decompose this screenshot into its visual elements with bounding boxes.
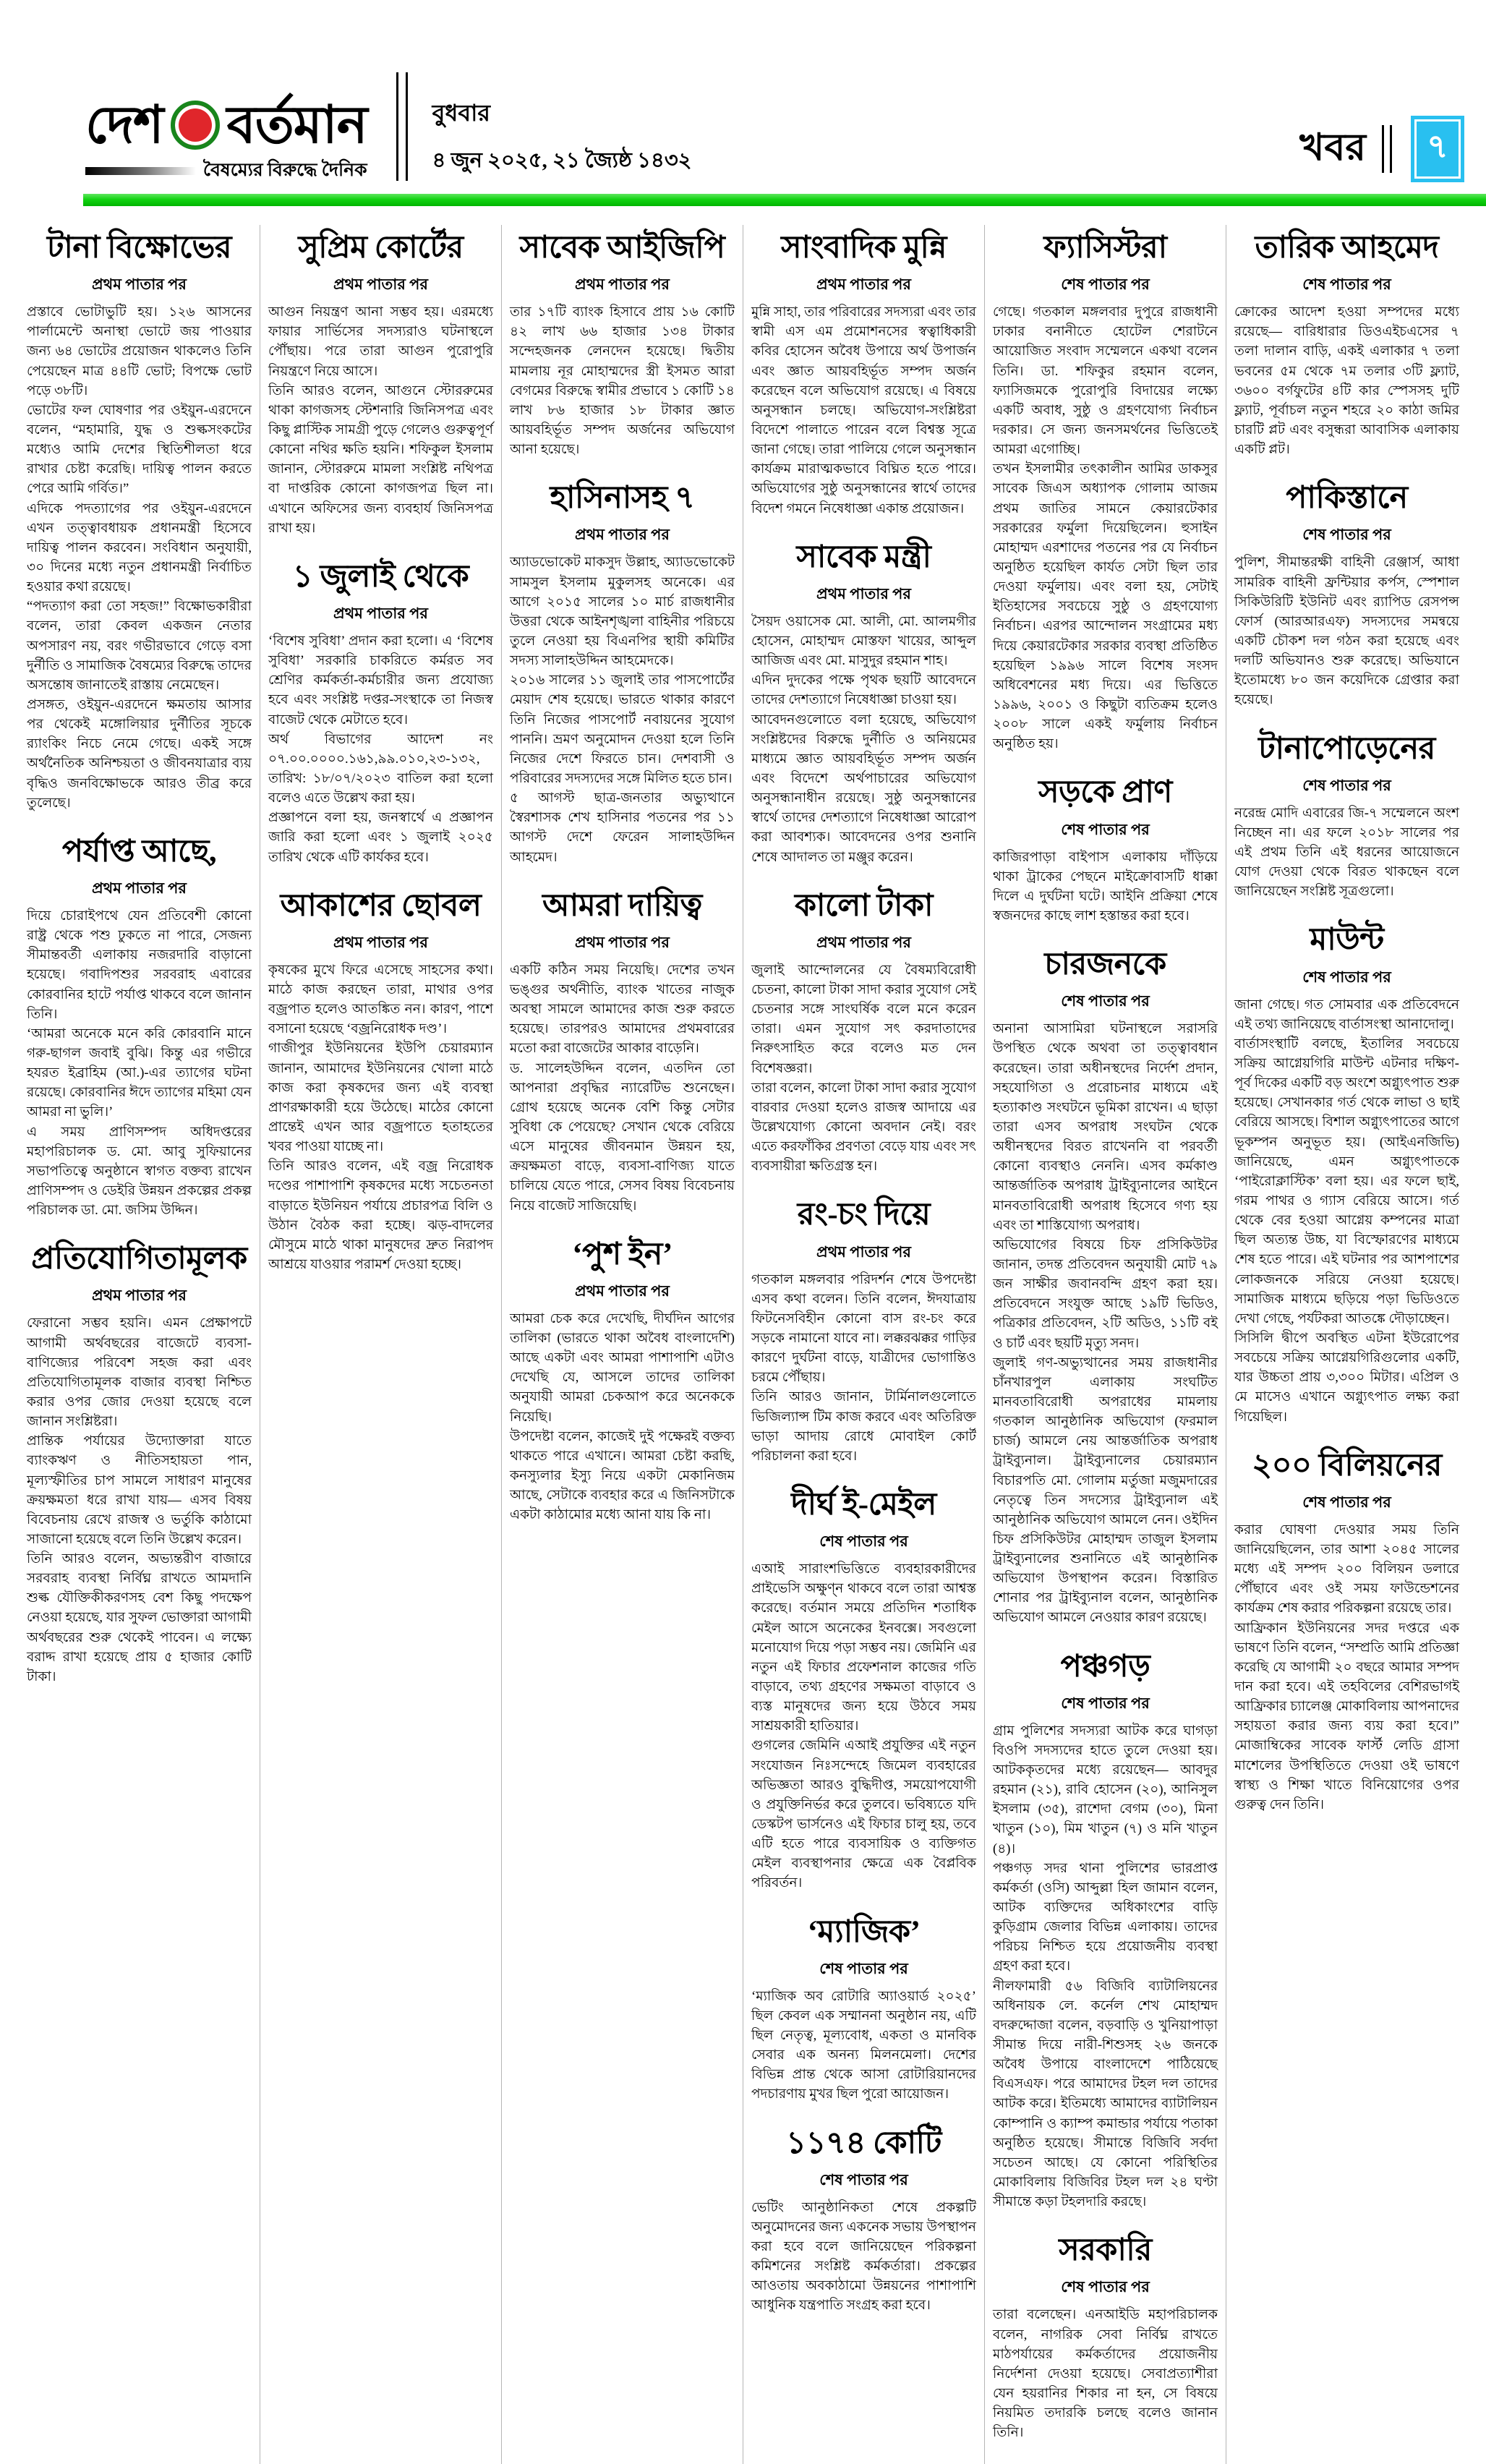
article-headline: দীর্ঘ ই-মেইল	[791, 1487, 936, 1522]
article-headline: পাকিস্তানে	[1286, 481, 1408, 516]
date-block	[432, 95, 692, 179]
article	[268, 560, 493, 867]
date-line: ৪ জুন ২০২৫, ২১ জ্যৈষ্ঠ ১৪৩২	[432, 149, 692, 172]
article-paragraph: তিনি আরও বলেন, এই বজ্র নিরোধক দণ্ডের পাশাপাশি কৃষকদের মধ্যে সচেতনতা বাড়াতে ইউনিয়ন পর্যায়ে প্রচারপত্র বিলি ও উঠান বৈঠক করা হচ্ছে। ঝড়-বাদলের মৌসুমে মাঠে থাকা মানুষদের দ্রুত নিরাপদ আশ্রয়ে যাওয়ার পরামর্শ দেওয়া হচ্ছে।	[268, 1159, 493, 1272]
article-paragraph: এদিন দুদকের পক্ষে পৃথক ছয়টি আবেদনে তাদের দেশত্যাগে নিষেধাজ্ঞা চাওয়া হয়।	[751, 673, 976, 708]
article	[510, 889, 735, 1216]
article-paragraph: তিনি আরও বলেন, আগুনে স্টোররুমের থাকা কাগজসহ স্টেশনারি জিনিসপত্র এবং কিছু প্লাস্টিক সামগ্রী পুড়ে গেলেও গুরুত্বপূর্ণ কোনো নথির ক্ষতি হয়নি। শফিকুল ইসলাম জানান, স্টোররুমে মামলা সংশ্লিষ্ট নথিপত্র বা দাপ্তরিক কোনো কাগজপত্র ছিল না। এখানে অফিসের জন্য ব্যবহার্য জিনিসপত্র রাখা হয়।	[268, 383, 493, 536]
article-headline: ১১৭৪ কোটি	[786, 2126, 941, 2160]
article-headline: সড়কে প্রাণ	[1038, 775, 1172, 810]
article-headline: মাউন্ট	[1310, 923, 1384, 958]
news-column	[984, 225, 1226, 2464]
continued-from-label: শেষ পাতার পর	[819, 2170, 908, 2188]
article-paragraph: তখন ইসলামীর তৎকালীন আমির ডাকসুর সাবেক জিএস অধ্যাপক গোলাম আজম প্রথম জাতির সামনে কেয়ারটেকার সরকারের ফর্মুলা দিয়েছিলেন। হুসাইন মোহাম্মদ এরশাদের পতনের পর যে নির্বাচন অনুষ্ঠিত হয়েছিল কার্যত সেটা ছিল তার দেওয়া ফর্মুলায়। এবং বলা হয়, সেটাই ইতিহাসের সবচেয়ে সুষ্ঠু ও গ্রহণযোগ্য নির্বাচন। এরপর আন্দোলন সংগ্রামের মধ্য দিয়ে কেয়ারটেকার সরকার ব্যবস্থা প্রতিষ্ঠিত হয়েছিল ১৯৯৬ সালে বিশেষ সংসদ অধিবেশনের মধ্য দিয়ে। এর ভিত্তিতে ১৯৯৬, ২০০১ ও কিছুটা ব্যতিক্রম হলেও ২০০৮ সালে একই ফর্মুলায় নির্বাচন অনুষ্ঠিত হয়।	[993, 461, 1218, 752]
weekday-label: বুধবার	[432, 100, 491, 126]
article-paragraph: ৫ আগস্ট ছাত্র-জনতার অভ্যুত্থানে স্বৈরশাসক শেখ হাসিনার পতনের পর ১১ আগস্ট দেশে ফেরেন সালাহউদ্দিন আহমেদ।	[510, 790, 735, 865]
article-headline: চারজনকে	[1044, 947, 1166, 982]
article-paragraph: বার্তাসংস্থাটি বলছে, ইতালির সবচেয়ে সক্রিয় আগ্নেয়গিরি মাউন্ট এটনার দক্ষিণ-পূর্ব দিকের একটি বড় অংশে অগ্ন্যুৎপাত শুরু হয়েছে। সেখানকার গর্ত থেকে লাভা ও ছাই বেরিয়ে আসছে। বিশাল অগ্ন্যুৎপাতের আগে ভূকম্পন অনুভূত হয়। (আইএনজিভি) জানিয়েছে, এমন অগ্ন্যুৎপাতকে ‘পাইরোক্লাস্টিক’ বলা হয়। এর ফলে ছাই, গরম পাথর ও গ্যাস বেরিয়ে আসে। গর্ত থেকে বের হওয়া আগ্নেয় কম্পনের মাত্রা ছিল অত্যন্ত উচ্চ, যা বিস্ফোরণের মাধ্যমে শেষ হতে পারে। এই ঘটনার পর আশপাশের লোকজনকে সরিয়ে নেওয়া হয়েছে। সামাজিক মাধ্যমে ছড়িয়ে পড়া ভিডিওতে দেখা গেছে, পর্যটকরা আতঙ্কে দৌড়াচ্ছেন।	[1234, 1036, 1459, 1326]
article	[510, 1237, 735, 1525]
article-paragraph: সিসিলি দ্বীপে অবস্থিত এটনা ইউরোপের সবচেয়ে সক্রিয় আগ্নেয়গিরিগুলোর একটি, যার উচ্চতা প্রায় ৩,৩০০ মিটার। এপ্রিল ও মে মাসেও এখানে অগ্ন্যুৎপাত লক্ষ্য করা গিয়েছিল।	[1234, 1330, 1459, 1425]
continued-from-label: শেষ পাতার পর	[1061, 820, 1150, 838]
article-headline: ‘ম্যাজিক’	[807, 1914, 921, 1949]
article	[268, 889, 493, 1274]
continued-from-label: প্রথম পাতার পর	[92, 1287, 187, 1305]
article	[751, 1915, 976, 2105]
article-paragraph: “পদত্যাগ করা তো সহজ!” বিক্ষোভকারীরা বলেন, তারা কেবল একজন নেতার অপসারণ নয়, বরং গভীরভাবে গেড়ে বসা দুর্নীতি ও সামাজিক বৈষম্যের বিরুদ্ধে তাদের অসন্তোষ জানাতেই রাস্তায় নেমেছেন।	[27, 599, 252, 693]
article-paragraph: ২০১৬ সালের ১১ জুলাই তার পাসপোর্টের মেয়াদ শেষ হয়েছে। ভারতে থাকার কারণে তিনি নিজের পাসপোর্ট নবায়নের সুযোগ পাননি। ভ্রমণ অনুমোদন দেওয়া হলে তিনি নিজের দেশে ফিরতে চান। দেশবাসী ও পরিবারের সদস্যদের সঙ্গে মিলিত হতে চান।	[510, 673, 735, 786]
article-paragraph: অ্যাডভোকেট মাকসুদ উল্লাহ, অ্যাডভোকেট সামসুল ইসলাম মুকুলসহ অনেকে। এর আগে ২০১৫ সালের ১০ মার্চ রাজধানীর উত্তরা থেকে আইনশৃঙ্খলা বাহিনীর পরিচয়ে তুলে নেওয়া হয় বিএনপির স্থায়ী কমিটির সদস্য সালাহউদ্দিন আহমেদকে।	[510, 555, 735, 669]
article-paragraph: পঞ্চগড় সদর থানা পুলিশের ভারপ্রাপ্ত কর্মকর্তা (ওসি) আব্দুল্লা হিল জামান বলেন, আটক ব্যক্তিদের অধিকাংশের বাড়ি কুড়িগ্রাম জেলার বিভিন্ন এলাকায়। তাদের পরিচয় নিশ্চিত হয়ে প্রয়োজনীয় ব্যবস্থা গ্রহণ করা হবে।	[993, 1860, 1218, 1974]
article	[1234, 231, 1459, 459]
newspaper-logo	[85, 96, 367, 187]
continued-from-label: শেষ পাতার পর	[1061, 276, 1150, 294]
article-paragraph: উপদেষ্টা বলেন, কাজেই দুই পক্ষেরই বক্তব্য থাকতে পারে এখানে। আমরা চেষ্টা করছি, কনস্যুলার ইস্যু নিয়ে একটা মেকানিজম আছে, সেটাকে ব্যবহার করে এ জিনিসটাকে একটা কাঠামোর মধ্যে আনা যায় কি না।	[510, 1428, 735, 1523]
article-paragraph: প্রসঙ্গত, ওইয়ুন-এরদেনে ক্ষমতায় আসার পর থেকেই মঙ্গোলিয়ার দুর্নীতির সূচকে র‍্যাংকিং নিচে নেমে গেছে। একই সঙ্গে অর্থনৈতিক অনিশ্চয়তা ও জীবনযাত্রার ব্যয় বৃদ্ধিও জনবিক্ষোভকে আরও তীব্র করে তুলেছে।	[27, 696, 252, 811]
article	[751, 231, 976, 519]
article-headline: পর্যাপ্ত আছে,	[61, 834, 217, 869]
article-paragraph: অর্থ বিভাগের আদেশ নং ০৭.০০.০০০০.১৬১,৯৯.০১০,২৩-১৩২, তারিখ: ১৮/০৭/২০২৩ বাতিল করা হলো বলেও এতে উল্লেখ করা হয়।	[268, 731, 493, 806]
article-paragraph: জুলাই গণ-অভ্যুত্থানের সময় রাজধানীর চাঁনখারপুল এলাকায় সংঘটিত মানবতাবিরোধী অপরাধের মামলায় গতকাল আনুষ্ঠানিক অভিযোগ (ফরমাল চার্জ) আমলে নেয় আন্তর্জাতিক অপরাধ ট্রাইব্যুনাল। ট্রাইব্যুনালের চেয়ারম্যান বিচারপতি মো. গোলাম মর্তুজা মজুমদারের নেতৃত্বে তিন সদস্যের ট্রাইব্যুনাল এই আনুষ্ঠানিক অভিযোগ আমলে নেন। ওইদিন চিফ প্রসিকিউটর মোহাম্মদ তাজুল ইসলাম ট্রাইব্যুনালের শুনানিতে এই আনুষ্ঠানিক অভিযোগ উপস্থাপন করেন। বিস্তারিত শোনার পর ট্রাইব্যুনাল বলেন, আনুষ্ঠানিক অভিযোগ আমলে নেওয়ার কারণ রয়েছে।	[993, 1355, 1218, 1626]
article-paragraph: তিনি আরও বলেন, অভ্যন্তরীণ বাজারে সরবরাহ ব্যবস্থা নির্বিঘ্ন রাখতে আমদানি শুল্ক যৌক্তিকীকরণসহ বেশ কিছু পদক্ষেপ নেওয়া হয়েছে, যার সুফল ভোক্তারা আগামী অর্থবছরের শুরু থেকেই পাবেন। এ লক্ষ্যে বরাদ্দ রাখা হয়েছে প্রায় ৫ হাজার কোটি টাকা।	[27, 1551, 252, 1684]
continued-from-label: প্রথম পাতার পর	[816, 1242, 911, 1261]
masthead	[0, 0, 1486, 187]
article-paragraph: গ্রাম পুলিশের সদস্যরা আটক করে ঘাগড়া বিওপি সদস্যদের হাতে তুলে দেওয়া হয়। আটককৃতদের মধ্যে রয়েছেন— আবদুর রহমান (২১), রাবি হোসেন (২০), আনিসুল ইসলাম (৩৫), রাশেদা বেগম (৩০), মিনা খাতুন (১০), মিম খাতুন (৭) ও মনি খাতুন (৪)।	[993, 1723, 1218, 1856]
article-headline: সাবেক আইজিপি	[519, 231, 725, 265]
article-headline: সরকারি	[1059, 2233, 1152, 2268]
article-paragraph: প্রস্তাবে ভোটাভুটি হয়। ১২৬ আসনের পার্লামেন্টে অনাস্থা ভোটে জয় পাওয়ার জন্য ৬৪ ভোটের প্রয়োজন থাকলেও তিনি পেয়েছেন মাত্র ৪৪টি ভোট; বিপক্ষে ভোট পড়ে ৩৮টি।	[27, 304, 252, 398]
article	[510, 481, 735, 866]
continued-from-label: শেষ পাতার পর	[1061, 1694, 1150, 1712]
article-headline: ১ জুলাই থেকে	[292, 559, 469, 594]
news-column	[1226, 225, 1467, 2464]
article	[751, 1198, 976, 1466]
article-paragraph: দিয়ে চোরাইপথে যেন প্রতিবেশী কোনো রাষ্ট্র থেকে পশু ঢুকতে না পারে, সেজন্য সীমান্তবর্তী এলাকায় নজরদারি বাড়ানো হয়েছে। গবাদিপশুর সরবরাহ এবারের কোরবানির হাটে পর্যাপ্ত থাকবে বলে জানান তিনি।	[27, 908, 252, 1022]
article-paragraph: অভিযোগের বিষয়ে চিফ প্রসিকিউটর জানান, তদন্ত প্রতিবেদন অনুযায়ী মোট ৭৯ জন সাক্ষীর জবানবন্দি গ্রহণ করা হয়। প্রতিবেদনে সংযুক্ত আছে ১৯টি ভিডিও, পত্রিকার প্রতিবেদন, ২টি অডিও, ১১টি বই ও চার্ট এবং ছয়টি মৃত্যু সনদ।	[993, 1237, 1218, 1351]
newspaper-tagline: বৈষম্যের বিরুদ্ধে দৈনিক	[202, 161, 367, 180]
article-paragraph: গুগলের জেমিনি এআই প্রযুক্তির এই নতুন সংযোজন নিঃসন্দেহে জিমেল ব্যবহারের অভিজ্ঞতা আরও বুদ্ধিদীপ্ত, সময়োপযোগী ও প্রযুক্তিনির্ভর করে তুলবে। ভবিষ্যতে যদি ডেস্কটপ ভার্সনেও এই ফিচার চালু হয়, তবে এটি হতে পারে ব্যবসায়িক ও ব্যক্তিগত মেইল ব্যবস্থাপনার ক্ষেত্রে এক বৈপ্লবিক পরিবর্তন।	[751, 1738, 976, 1891]
article-paragraph: ড. সালেহউদ্দিন বলেন, এতদিন তো আপনারা প্রবৃদ্ধির ন্যারেটিভ শুনেছেন। গ্রোথ হয়েছে অনেক বেশি কিন্তু সেটার সুবিধা কে পেয়েছে? সেখান থেকে বেরিয়ে এসে মানুষের জীবনমান উন্নয়ন হয়, ক্রয়ক্ষমতা বাড়ে, ব্যবসা-বাণিজ্য যাতে চালিয়ে যেতে পারে, সেসব বিষয় বিবেচনায় নিয়ে বাজেট সাজিয়েছি।	[510, 1060, 735, 1214]
logo-emblem-icon	[171, 101, 220, 150]
news-column	[260, 225, 501, 2464]
article-headline: ২০০ বিলিয়নের	[1252, 1448, 1442, 1483]
article-paragraph: ভেটিং আনুষ্ঠানিকতা শেষে প্রকল্পটি অনুমোদনের জন্য একনেক সভায় উপস্থাপন করা হবে বলে জানিয়েছেন পরিকল্পনা কমিশনের সংশ্লিষ্ট কর্মকর্তারা। প্রকল্পের আওতায় অবকাঠামো উন্নয়নের পাশাপাশি আধুনিক যন্ত্রপাতি সংগ্রহ করা হবে।	[751, 2199, 976, 2314]
continued-from-label: প্রথম পাতার পর	[333, 933, 428, 951]
article	[27, 231, 252, 813]
article-headline: হাসিনাসহ ৭	[550, 481, 695, 516]
article	[751, 2126, 976, 2316]
logo-gradient-rule	[85, 167, 196, 175]
article-paragraph: তিনি আরও জানান, টার্মিনালগুলোতে ভিজিল্যান্স টিম কাজ করবে এবং অতিরিক্ত ভাড়া আদায় রোধে মোবাইল কোর্ট পরিচালনা করা হবে।	[751, 1389, 976, 1464]
article-paragraph: ‘ম্যাজিক অব রোটারি অ্যাওয়ার্ড ২০২৫’ ছিল কেবল এক সম্মাননা অনুষ্ঠান নয়, এটি ছিল নেতৃত্ব, মূল্যবোধ, একতা ও মানবিক সেবার এক অনন্য মিলনমেলা। দেশের বিভিন্ন প্রান্ত থেকে আসা রোটারিয়ানদের পদচারণায় মুখর ছিল পুরো আয়োজন।	[751, 1988, 976, 2102]
article-headline: ‘পুশ ইন’	[572, 1237, 672, 1271]
article-headline: সাবেক মন্ত্রী	[796, 540, 931, 574]
article	[27, 835, 252, 1220]
masthead-divider	[396, 72, 408, 181]
continued-from-label: প্রথম পাতার পর	[333, 605, 428, 622]
continued-from-label: প্রথম পাতার পর	[816, 933, 911, 951]
continued-from-label: প্রথম পাতার পর	[333, 276, 428, 294]
continued-from-label: শেষ পাতার পর	[1302, 968, 1391, 986]
article	[993, 775, 1218, 926]
article-paragraph: করার ঘোষণা দেওয়ার সময় তিনি জানিয়েছিলেন, তার আশা ২০৪৫ সালের মধ্যে এই সম্পদ ২০০ বিলিয়ন ডলারে পৌঁছাবে এবং ওই সময় ফাউন্ডেশনের কার্যক্রম শেষ করার পরিকল্পনা রয়েছে তার।	[1234, 1522, 1459, 1616]
article	[1234, 923, 1459, 1426]
article-headline: পঞ্চগড়	[1060, 1649, 1150, 1684]
continued-from-label: শেষ পাতার পর	[1302, 276, 1391, 294]
article-paragraph: তারা বলেন, কালো টাকা সাদা করার সুযোগ বারবার দেওয়া হলেও রাজস্ব আদায়ে এর উল্লেখযোগ্য কোনো অবদান নেই। বরং এতে করফাঁকির প্রবণতা বেড়ে যায় এবং সৎ ব্যবসায়ীরা ক্ষতিগ্রস্ত হন।	[751, 1080, 976, 1175]
article-headline: টানাপোড়েনের	[1258, 731, 1435, 766]
news-columns-container	[0, 206, 1486, 2464]
article-paragraph: ‘বিশেষ সুবিধা’ প্রদান করা হলো। এ ‘বিশেষ সুবিধা’ সরকারি চাকরিতে কর্মরত সব শ্রেণির কর্মকর্তা-কর্মচারীর জন্য প্রযোজ্য হবে এবং সংশ্লিষ্ট দপ্তর-সংস্থাকে তা নিজস্ব বাজেট থেকে মেটাতে হবে।	[268, 634, 493, 728]
article	[993, 1650, 1218, 2212]
continued-from-label: প্রথম পাতার পর	[92, 276, 187, 294]
continued-from-label: প্রথম পাতার পর	[575, 933, 670, 951]
article-paragraph: এআই সারাংশভিত্তিতে ব্যবহারকারীদের প্রাইভেসি অক্ষুণ্ন থাকবে বলে তারা আশ্বস্ত করেছে। বর্তমান সময়ে প্রতিদিন শতাধিক মেইল আসে অনেকের ইনবক্সে। সবগুলো মনোযোগ দিয়ে পড়া সম্ভব নয়। জেমিনি এর নতুন এই ফিচার প্রফেশনাল কাজের গতি বাড়াবে, তথ্য গ্রহণের সক্ষমতা বাড়াবে ও ব্যস্ত মানুষদের জন্য হয়ে উঠবে সময় সাশ্রয়কারী হাতিয়ার।	[751, 1561, 976, 1734]
article	[27, 1242, 252, 1687]
article-paragraph: নরেন্দ্র মোদি এবারের জি-৭ সম্মেলনে অংশ নিচ্ছেন না। এর ফলে ২০১৮ সালের পর এই প্রথম তিনি এই ধরনের আয়োজনে যোগ দেওয়া থেকে বিরত থাকছেন বলে জানিয়েছেন সংশ্লিষ্ট সূত্রগুলো।	[1234, 805, 1459, 900]
article	[993, 231, 1218, 754]
article-paragraph: কৃষকের মুখে ফিরে এসেছে সাহসের কথা। মাঠে কাজ করছেন তারা, মাথার ওপর বজ্রপাত হলেও আতঙ্কিত নন। কারণ, পাশে বসানো হয়েছে ‘বজ্রনিরোধক দণ্ড’।	[268, 962, 493, 1037]
article-paragraph: গতকাল মঙ্গলবার পরিদর্শন শেষে উপদেষ্টা এসব কথা বলেন। তিনি বলেন, ঈদযাত্রায় ফিটনেসবিহীন কোনো বাস রং-চং করে সড়কে নামানো যাবে না। লক্করঝক্কর গাড়ির কারণে দুর্ঘটনা বাড়ে, যাত্রীদের ভোগান্তিও চরমে পৌঁছায়।	[751, 1271, 976, 1386]
article	[510, 231, 735, 459]
article-paragraph: আগুন নিয়ন্ত্রণ আনা সম্ভব হয়। এরমধ্যে ফায়ার সার্ভিসের সদস্যরাও ঘটনাস্থলে পৌঁছায়। পরে তারা আগুন পুরোপুরি নিয়ন্ত্রণে নিয়ে আসে।	[268, 304, 493, 379]
article	[993, 947, 1218, 1628]
news-column	[501, 225, 743, 2464]
article-headline: রং-চং দিয়ে	[797, 1198, 931, 1232]
article-paragraph: পুলিশ, সীমান্তরক্ষী বাহিনী রেঞ্জার্স, আধা সামরিক বাহিনী ফ্রন্টিয়ার কর্পস, স্পেশাল সিকিউরিটি ইউনিট এবং র‍্যাপিড রেসপন্স ফোর্স (আরআরএফ) সদস্যদের সমন্বয়ে একটি চৌকশ দল গঠন করা হয়েছে এবং দলটি অভিযানও শুরু করেছে। অভিযানে ইতোমধ্যে ৮০ জন কয়েদিকে গ্রেপ্তার করা হয়েছে।	[1234, 555, 1459, 708]
logo-text-part2: বর্তমান	[226, 96, 367, 154]
article-paragraph: জুলাই আন্দোলনের যে বৈষম্যবিরোধী চেতনা, কালো টাকা সাদা করার সুযোগ সেই চেতনার সঙ্গে সাংঘর্ষিক বলে মনে করেন তারা। এমন সুযোগ সৎ করদাতাদের নিরুৎসাহিত করে বলেও মত দেন বিশেষজ্ঞরা।	[751, 962, 976, 1076]
article-paragraph: আবেদনগুলোতে বলা হয়েছে, অভিযোগ সংশ্লিষ্টদের বিরুদ্ধে দুর্নীতি ও অনিয়মের মাধ্যমে জ্ঞাত আয়বহির্ভূত সম্পদ অর্জন এবং বিদেশে অর্থপাচারের অভিযোগ অনুসন্ধানাধীন রয়েছে। সুষ্ঠু অনুসন্ধানের স্বার্থে তাদের দেশত্যাগে নিষেধাজ্ঞা আরোপ করা আবশ্যক। আবেদনের ওপর শুনানি শেষে আদালত তা মঞ্জুর করেন।	[751, 712, 976, 865]
article-paragraph: এদিকে পদত্যাগের পর ওইয়ুন-এরদেনে এখন তত্ত্বাবধায়ক প্রধানমন্ত্রী হিসেবে দায়িত্ব পালন করবেন। সংবিধান অনুযায়ী, ৩০ দিনের মধ্যে নতুন প্রধানমন্ত্রী নির্বাচিত হওয়ার কথা রয়েছে।	[27, 500, 252, 595]
article	[751, 889, 976, 1177]
page-number-box	[1411, 116, 1464, 182]
article-paragraph: ক্রোকের আদেশ হওয়া সম্পদের মধ্যে রয়েছে— বারিধারার ডিওএইচএসের ৭ তলা দালান বাড়ি, একই এলাকার ৭ তলা ভবনের ৫ম থেকে ৭ম তলার ৩টি ফ্ল্যাট, ৩৬০০ বর্গফুটের ৪টি কার স্পেসসহ দুটি ফ্ল্যাট, পূর্বাচল নতুন শহরে ২০ কাঠা জমির চারটি প্লট এবং বসুন্ধরা আবাসিক এলাকায় একটি প্লট।	[1234, 304, 1459, 458]
article-headline: সুপ্রিম কোর্টের	[298, 231, 464, 265]
article-headline: আমরা দায়িত্ব	[542, 888, 702, 923]
article-paragraph: এ সময় প্রাণিসম্পদ অধিদপ্তরের মহাপরিচালক ড. মো. আবু সুফিয়ানের সভাপতিত্বে অনুষ্ঠানে স্বাগত বক্তব্য রাখেন প্রাণিসম্পদ ও ডেইরি উন্নয়ন প্রকল্পের প্রকল্প পরিচালক ডা. মো. জসিম উদ্দিন।	[27, 1124, 252, 1219]
article	[1234, 732, 1459, 902]
article-paragraph: ফেরানো সম্ভব হয়নি। এমন প্রেক্ষাপটে আগামী অর্থবছরের বাজেটে ব্যবসা-বাণিজ্যের পরিবেশ সহজ করা এবং প্রতিযোগিতামূলক বাজার ব্যবস্থা নিশ্চিত করার ওপর জোর দেওয়া হয়েছে বলে জানান সংশ্লিষ্টরা।	[27, 1316, 252, 1430]
article-headline: সাংবাদিক মুন্নি	[781, 231, 947, 265]
section-divider	[1382, 125, 1392, 173]
article-paragraph: গাজীপুর ইউনিয়নের ইউপি চেয়ারম্যান জানান, আমাদের ইউনিয়নের খোলা মাঠে কাজ করা কৃষকদের জন্য এই ব্যবস্থা প্রাণরক্ষাকারী হয়ে উঠেছে। মাঠের কোনো প্রান্তেই এখন আর বজ্রপাতে হতাহতের খবর পাওয়া যাচ্ছে না।	[268, 1041, 493, 1155]
continued-from-label: শেষ পাতার পর	[1302, 776, 1391, 794]
article	[993, 2233, 1218, 2442]
article-headline: প্রতিযোগিতামূলক	[31, 1242, 247, 1276]
logo-text-part1: দেশ	[85, 96, 163, 154]
continued-from-label: শেষ পাতার পর	[819, 1959, 908, 1977]
page-number: ৭	[1414, 119, 1461, 179]
article	[1234, 1449, 1459, 1815]
continued-from-label: শেষ পাতার পর	[819, 1532, 908, 1551]
article-paragraph: গেছে। গতকাল মঙ্গলবার দুপুরে রাজধানী ঢাকার বনানীতে হোটেল শেরাটনে আয়োজিত সংবাদ সম্মেলনে একথা বলেন তিনি। ডা. শফিকুর রহমান বলেন, ফ্যাসিজমকে পুরোপুরি বিদায়ের লক্ষ্যে একটি অবাধ, সুষ্ঠু ও গ্রহণযোগ্য নির্বাচন দরকার। সে জন্য জনসমর্থনের ভিত্তিতেই আমরা এগোচ্ছি।	[993, 304, 1218, 458]
continued-from-label: শেষ পাতার পর	[1302, 1493, 1391, 1511]
continued-from-label: প্রথম পাতার পর	[575, 276, 670, 294]
continued-from-label: প্রথম পাতার পর	[92, 879, 187, 897]
article-headline: আকাশের ছোবল	[280, 888, 482, 923]
article-headline: টানা বিক্ষোভের	[46, 231, 232, 265]
news-column	[743, 225, 984, 2464]
article-headline: ফ্যাসিস্টরা	[1043, 231, 1167, 265]
continued-from-label: শেষ পাতার পর	[1061, 992, 1150, 1010]
section-title: খবর	[1299, 127, 1366, 169]
article-paragraph: ‘আমরা অনেকে মনে করি কোরবানি মানে গরু-ছাগল জবাই বুঝি। কিন্তু এর গভীরে হযরত ইব্রাহিম (আ.)-এর ত্যাগের ঘটনা রয়েছে। কোরবানির ঈদে ত্যাগের মহিমা যেন আমরা না ভুলি।’	[27, 1026, 252, 1120]
article-headline: তারিক আহমেদ	[1255, 231, 1439, 265]
continued-from-label: প্রথম পাতার পর	[816, 276, 911, 294]
news-column	[19, 225, 260, 2464]
article-paragraph: আমরা চেক করে দেখেছি, দীর্ঘদিন আগের তালিকা (ভারতে থাকা অবৈধ বাংলাদেশি) আছে একটা এবং আমরা পাশাপাশি এটাও দেখেছি যে, আসলে তাদের তালিকা অনুযায়ী আমরা চেকআপ করে অনেককে নিয়েছি।	[510, 1310, 735, 1425]
article-paragraph: ভোটের ফল ঘোষণার পর ওইয়ুন-এরদেনে বলেন, “মহামারি, যুদ্ধ ও শুল্কসংকটের মধ্যেও আমি দেশের স্থিতিশীলতা ধরে রাখার চেষ্টা করেছি। দায়িত্ব পালন করতে পেরে আমি গর্বিত।”	[27, 402, 252, 497]
article-paragraph: তারা বলেছেন। এনআইডি মহাপরিচালক বলেন, নাগরিক সেবা নির্বিঘ্ন রাখতে মাঠপর্যায়ের কর্মকর্তাদের প্রয়োজনীয় নির্দেশনা দেওয়া হয়েছে। সেবাপ্রত্যাশীরা যেন হয়রানির শিকার না হন, সে বিষয়ে নিয়মিত তদারকি চলছে বলেও জানান তিনি।	[993, 2307, 1218, 2441]
article	[751, 1488, 976, 1893]
article-paragraph: নীলফামারী ৫৬ বিজিবি ব্যাটালিয়নের অধিনায়ক লে. কর্নেল শেখ মোহাম্মদ বদরুদ্দোজা বলেন, বড়বাড়ি ও খুনিয়াপাড়া সীমান্ত দিয়ে নারী-শিশুসহ ২৬ জনকে অবৈধ উপায়ে বাংলাদেশে পাঠিয়েছে বিএসএফ। পরে আমাদের টহল দল তাদের আটক করে। ইতিমধ্যে আমাদের ব্যাটালিয়ন কোম্পানি ও ক্যাম্প কমান্ডার পর্যায়ে পতাকা অনুষ্ঠিত হয়েছে। সীমান্তে বিজিবি সর্বদা সচেতন আছে। যে কোনো পরিস্থিতির মোকাবিলায় বিজিবির টহল দল ২৪ ঘণ্টা সীমান্তে কড়া টহলদারি করছে।	[993, 1978, 1218, 2210]
article-paragraph: প্রান্তিক পর্যায়ের উদ্যোক্তারা যাতে ব্যাংকঋণ ও নীতিসহায়তা পান, মূল্যস্ফীতির চাপ সামলে সাধারণ মানুষের ক্রয়ক্ষমতা ধরে রাখা যায়— এসব বিষয় বিবেচনায় রেখে রাজস্ব ও ভর্তুকি কাঠামো সাজানো হয়েছে বলে তিনি উল্লেখ করেন।	[27, 1433, 252, 1547]
article-paragraph: জানা গেছে। গত সোমবার এক প্রতিবেদনে এই তথ্য জানিয়েছে বার্তাসংস্থা আনাদোলু।	[1234, 997, 1459, 1032]
continued-from-label: প্রথম পাতার পর	[575, 1282, 670, 1300]
section-accent-bar	[83, 194, 1486, 206]
article	[751, 540, 976, 867]
article-paragraph: তার ১৭টি ব্যাংক হিসাবে প্রায় ১৬ কোটি ৪২ লাখ ৬৬ হাজার ১৩৪ টাকার সন্দেহজনক লেনদেন হয়েছে। দ্বিতীয় মামলায় নূর মোহাম্মদের স্ত্রী ইসমত আরা বেগমের বিরুদ্ধে স্বামীর প্রভাবে ১ কোটি ১৪ লাখ ৮৬ হাজার ১৮ টাকার জ্ঞাত আয়বহির্ভূত সম্পদ অর্জনের অভিযোগ আনা হয়েছে।	[510, 304, 735, 458]
continued-from-label: শেষ পাতার পর	[1302, 526, 1391, 544]
continued-from-label: শেষ পাতার পর	[1061, 2278, 1150, 2296]
article	[268, 231, 493, 538]
article-paragraph: সৈয়দ ওয়াসেক মো. আলী, মো. আলমগীর হোসেন, মোহাম্মদ মোস্তফা খায়ের, আব্দুল আজিজ এবং মো. মাসুদুর রহমান শাহ।	[751, 613, 976, 669]
article-paragraph: একটি কঠিন সময় নিয়েছি। দেশের তখন ভঙ্গুর অর্থনীতি, ব্যাংক খাতের নাজুক অবস্থা সামলে আমাদের কাজ শুরু করতে হয়েছে। তারপরও আমাদের প্রথমবারের মতো করা বাজেটের আকার বাড়েনি।	[510, 962, 735, 1057]
article-headline: কালো টাকা	[794, 888, 934, 923]
continued-from-label: প্রথম পাতার পর	[816, 584, 911, 602]
article-paragraph: মুন্নি সাহা, তার পরিবারের সদস্যরা এবং তার স্বামী এস এম প্রমোশনসের স্বত্বাধিকারী কবির হোসেন অবৈধ উপায়ে অর্থ উপার্জন এবং জ্ঞাত আয়বহির্ভূত সম্পদ অর্জন করেছেন বলে অভিযোগ রয়েছে। এ বিষয়ে অনুসন্ধান চলছে। অভিযোগ-সংশ্লিষ্টরা বিদেশে পালাতে পারেন বলে বিশ্বস্ত সূত্রে জানা গেছে। তারা পালিয়ে গেলে অনুসন্ধান কার্যক্রম মারাত্মকভাবে বিঘ্নিত হতে পারে। অভিযোগের সুষ্ঠু অনুসন্ধানের স্বার্থে তাদের বিদেশ গমনে নিষেধাজ্ঞা একান্ত প্রয়োজন।	[751, 304, 976, 516]
article-paragraph: কাজিরপাড়া বাইপাস এলাকায় দাঁড়িয়ে থাকা ট্রাকের পেছনে মাইক্রোবাসটি ধাক্কা দিলে এ দুর্ঘটনা ঘটে। আইনি প্রক্রিয়া শেষে স্বজনদের কাছে লাশ হস্তান্তর করা হবে।	[993, 849, 1218, 924]
article-paragraph: আফ্রিকান ইউনিয়নের সদর দপ্তরে এক ভাষণে তিনি বলেন, “সম্প্রতি আমি প্রতিজ্ঞা করেছি যে আগামী ২০ বছরে আমার সম্পদ দান করা হবে। এই তহবিলের বেশিরভাগই আফ্রিকার চ্যালেঞ্জ মোকাবিলায় আপনাদের সহায়তা করার জন্য ব্যয় করা হবে।” মোজাম্বিকের সাবেক ফার্স্ট লেডি গ্রাসা মাশেলের উপস্থিতিতে দেওয়া ওই ভাষণে স্বাস্থ্য ও শিক্ষা খাতে বিনিয়োগের ওপর গুরুত্ব দেন তিনি।	[1234, 1620, 1459, 1812]
article	[1234, 481, 1459, 709]
article-paragraph: প্রজ্ঞাপনে বলা হয়, জনস্বার্থে এ প্রজ্ঞাপন জারি করা হলো এবং ১ জুলাই ২০২৫ তারিখ থেকে এটি কার্যকর হবে।	[268, 810, 493, 865]
article-paragraph: অনানা আসামিরা ঘটনাস্থলে সরাসরি উপস্থিত থেকে অথবা তা তত্ত্বাবধান করেছেন। তারা অধীনস্থদের নির্দেশ প্রদান, সহযোগিতা ও প্ররোচনার মাধ্যমে এই হত্যাকাণ্ড সংঘটনে ভূমিকা রাখেন। এ ছাড়া তারা এসব অপরাধ সংঘটন থেকে অধীনস্থদের বিরত রাখেননি বা পরবর্তী কোনো ব্যবস্থাও নেননি। এসব কর্মকাণ্ড আন্তর্জাতিক অপরাধ ট্রাইব্যুনালের আইনে মানবতাবিরোধী অপরাধ হিসেবে গণ্য হয় এবং তা শাস্তিযোগ্য অপরাধ।	[993, 1021, 1218, 1233]
continued-from-label: প্রথম পাতার পর	[575, 526, 670, 544]
